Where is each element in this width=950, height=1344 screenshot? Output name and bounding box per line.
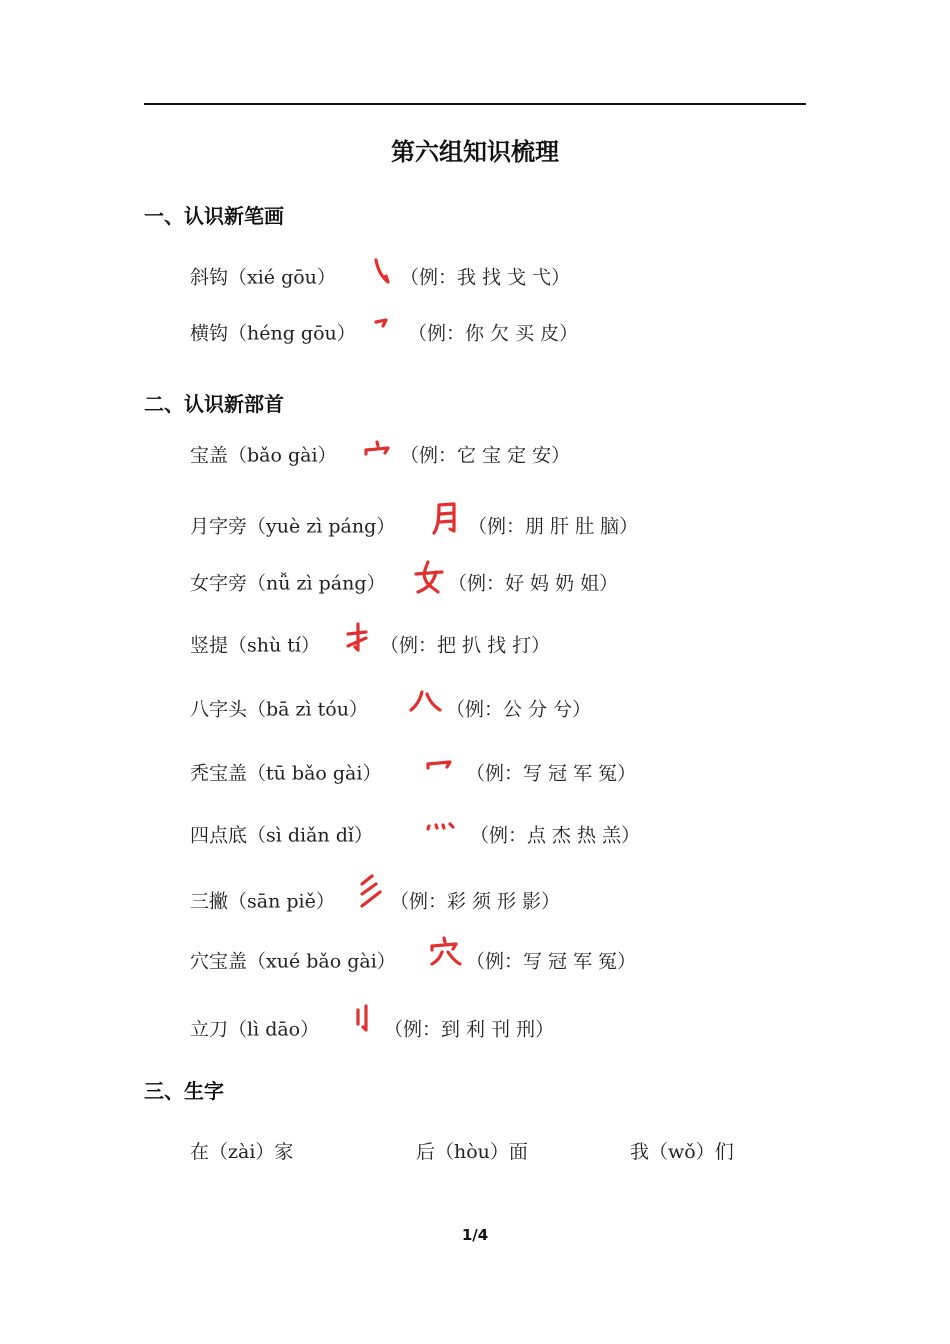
page-title: 第六组知识梳理	[391, 138, 559, 166]
radical-name: 宝盖（bǎo gài）	[190, 444, 337, 467]
stroke-example: （例：你 欠 买 皮）	[408, 322, 579, 345]
radical-example: （例：公 分 兮）	[446, 698, 592, 721]
radical-example: （例：写 冠 军 冤）	[466, 762, 637, 785]
section-strokes-heading: 一、认识新笔画	[144, 204, 284, 228]
radical-example: （例：点 杰 热 羔）	[470, 824, 641, 847]
baogai-radical-icon	[360, 434, 396, 474]
stroke-example: （例：我 找 戈 弋）	[400, 266, 571, 289]
radical-example: （例：写 冠 军 冤）	[466, 950, 637, 973]
nv-radical-icon	[412, 558, 448, 598]
stroke-name: 横钩（héng gōu）	[190, 322, 356, 345]
character-item: 在（zài）家	[190, 1141, 294, 1163]
radical-name: 竖提（shù tí）	[190, 634, 320, 657]
radical-example: （例：到 利 刊 刑）	[384, 1018, 555, 1041]
page-number: 1/4	[461, 1226, 489, 1244]
radical-example: （例：彩 须 形 影）	[390, 890, 561, 913]
radical-example: （例：它 宝 定 安）	[400, 444, 571, 467]
henggou-stroke-icon	[370, 312, 406, 352]
radical-name: 八字头（bā zì tóu）	[190, 698, 368, 721]
sidiandi-radical-icon	[426, 814, 462, 854]
yue-radical-icon	[430, 499, 466, 539]
lidao-radical-icon	[350, 1002, 386, 1042]
xuebaogai-radical-icon	[428, 934, 464, 974]
radical-name: 秃宝盖（tū bǎo gài）	[190, 762, 382, 785]
radical-name: 月字旁（yuè zì páng）	[190, 515, 396, 538]
xiegou-stroke-icon	[368, 256, 404, 296]
bazitou-radical-icon	[408, 684, 444, 724]
radical-name: 三撇（sān piě）	[190, 890, 335, 913]
radical-name: 四点底（sì diǎn dǐ）	[190, 824, 373, 847]
character-item: 后（hòu）面	[416, 1141, 528, 1163]
radical-example: （例：朋 肝 肚 脑）	[468, 515, 639, 538]
character-item: 我（wǒ）们	[630, 1141, 734, 1163]
radical-example: （例：把 扒 找 打）	[380, 634, 551, 657]
sanpie-radical-icon	[354, 870, 390, 910]
radical-example: （例：好 妈 奶 姐）	[448, 572, 619, 595]
radical-name: 女字旁（nǚ zì páng）	[190, 572, 386, 595]
stroke-name: 斜钩（xié gōu）	[190, 266, 336, 289]
shuti-radical-icon	[342, 620, 378, 660]
section-characters-heading: 三、生字	[144, 1079, 224, 1103]
header-rule	[144, 103, 806, 105]
radical-name: 立刀（lì dāo）	[190, 1018, 320, 1041]
tubaogai-radical-icon	[424, 752, 460, 792]
radical-name: 穴宝盖（xué bǎo gài）	[190, 950, 396, 973]
section-radicals-heading: 二、认识新部首	[144, 392, 284, 416]
